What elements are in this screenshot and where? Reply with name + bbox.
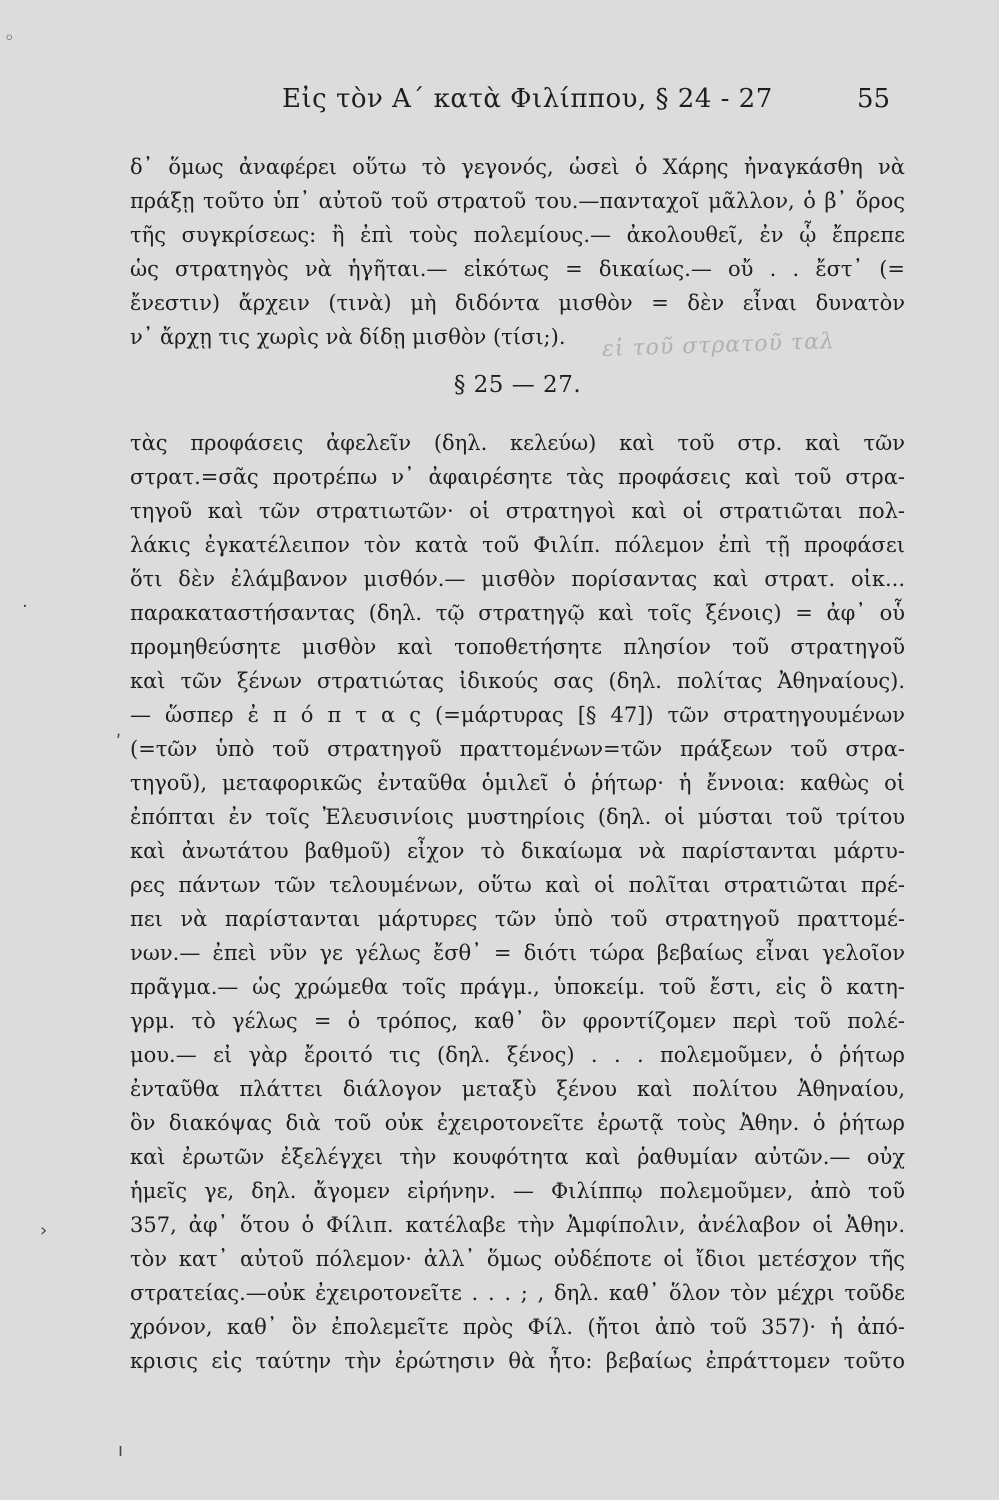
text-line: καὶ τῶν ξένων στρατιώτας ἰδικούς σας (δηλ. πολίτας Ἀθηναίους). (130, 669, 905, 693)
text-line: ὅτι δὲν ἐλάμβανον μισθόν.— μισθὸν πορίσαντας καὶ στρατ. οἰκ... (130, 567, 905, 591)
text-line: στρατ.=σᾶς προτρέπω ν᾽ ἀφαιρέσητε τὰς προφάσεις καὶ τοῦ στρα- (130, 465, 905, 489)
text-line: (=τῶν ὑπὸ τοῦ στρατηγοῦ πραττομένων=τῶν πράξεων τοῦ στρα- (130, 737, 905, 761)
text-line: καὶ ἀνωτάτου βαθμοῦ) εἶχον τὸ δικαίωμα νὰ παρίστανται μάρτυ- (130, 839, 905, 863)
text-line: προμηθεύσητε μισθὸν καὶ τοποθετήσητε πλησίον τοῦ στρατηγοῦ (130, 635, 905, 659)
page-number: 55 (857, 84, 891, 114)
text-line: ρες πάντων τῶν τελουμένων, οὕτω καὶ οἱ πολῖται στρατιῶται πρέ- (130, 873, 905, 897)
margin-speck: ı (118, 1440, 124, 1461)
text-line: γρμ. τὸ γέλως = ὁ τρόπος, καθ᾽ ὃν φροντίζομεν περὶ τοῦ πολέ- (130, 1009, 905, 1033)
margin-speck: · (22, 596, 28, 617)
text-line: τὸν κατ᾽ αὐτοῦ πόλεμον· ἀλλ᾽ ὅμως οὐδέποτε οἱ ἴδιοι μετέσχον τῆς (130, 1247, 905, 1271)
text-line: ὃν διακόψας διὰ τοῦ οὐκ ἐχειροτονεῖτε ἐρωτᾷ τοὺς Ἀθην. ὁ ῥήτωρ (130, 1111, 905, 1135)
text-line: παρακαταστήσαντας (δηλ. τῷ στρατηγῷ καὶ τοῖς ξένοις) = ἀφ᾽ οὗ (130, 601, 905, 625)
text-line: κρισις εἰς ταύτην τὴν ἐρώτησιν θὰ ἦτο: βεβαίως ἐπράττομεν τοῦτο (130, 1349, 905, 1373)
text-line: τηγοῦ), μεταφορικῶς ἐνταῦθα ὁμιλεῖ ὁ ῥήτωρ· ἡ ἔννοια: καθὼς οἱ (130, 771, 905, 795)
text-line: τηγοῦ καὶ τῶν στρατιωτῶν· οἱ στρατηγοὶ καὶ οἱ στρατιῶται πολ- (130, 499, 905, 523)
text-line: τῆς συγκρίσεως: ἢ ἐπὶ τοὺς πολεμίους.— ἀκολουθεῖ, ἐν ᾧ ἔπρεπε (130, 223, 905, 247)
text-line: μου.— εἰ γὰρ ἔροιτό τις (δηλ. ξένος) . . . πολεμοῦμεν, ὁ ῥήτωρ (130, 1043, 905, 1067)
text-line: ἔνεστιν) ἄρχειν (τινὰ) μὴ διδόντα μισθὸν = δὲν εἶναι δυνατὸν (130, 291, 905, 315)
text-line: πει νὰ παρίστανται μάρτυρες τῶν ὑπὸ τοῦ στρατηγοῦ πραττομέ- (130, 907, 905, 931)
text-line: ἡμεῖς γε, δηλ. ἄγομεν εἰρήνην. — Φιλίππῳ πολεμοῦμεν, ἀπὸ τοῦ (130, 1179, 905, 1203)
running-title: Εἰς τὸν Α΄ κατὰ Φιλίππου, § 24 - 27 (282, 84, 773, 114)
text-line: ν᾽ ἄρχῃ τις χωρὶς νὰ δίδῃ μισθὸν (τίσι;). (130, 325, 566, 349)
text-line: ἐνταῦθα πλάττει διάλογον μεταξὺ ξένου καὶ πολίτου Ἀθηναίου, (130, 1077, 905, 1101)
running-header (0, 84, 999, 120)
paragraph-2 (130, 426, 905, 1378)
text-line: λάκις ἐγκατέλειπον τὸν κατὰ τοῦ Φιλίπ. πόλεμον ἐπὶ τῇ προφάσει (130, 533, 905, 557)
text-line: τὰς προφάσεις ἀφελεῖν (δηλ. κελεύω) καὶ τοῦ στρ. καὶ τῶν (130, 431, 905, 455)
text-line: πράξῃ τοῦτο ὑπ᾽ αὐτοῦ τοῦ στρατοῦ του.—πανταχοῖ μᾶλλον, ὁ β᾽ ὅρος (130, 189, 905, 213)
text-line: καὶ ἐρωτῶν ἐξελέγχει τὴν κουφότητα καὶ ῥαθυμίαν αὐτῶν.— οὐχ (130, 1145, 905, 1169)
text-line: ὡς στρατηγὸς νὰ ἡγῆται.— εἰκότως = δικαίως.— οὔ . . ἔστ᾽ (= (130, 257, 905, 281)
text-line: ἐπόπται ἐν τοῖς Ἐλευσινίοις μυστηρίοις (δηλ. οἱ μύσται τοῦ τρίτου (130, 805, 905, 829)
margin-speck: ◦ (4, 28, 15, 49)
text-line: νων.— ἐπεὶ νῦν γε γέλως ἔσθ᾽ = διότι τώρα βεβαίως εἶναι γελοῖον (130, 941, 905, 965)
margin-speck: › (40, 1220, 48, 1241)
paragraph-1 (130, 150, 905, 354)
text-line: 357, ἀφ᾽ ὅτου ὁ Φίλιπ. κατέλαβε τὴν Ἀμφίπολιν, ἀνέλαβον οἱ Ἀθην. (130, 1213, 905, 1237)
handwritten-annotation: εἰ τοῦ στρατοῦ ταλ (601, 328, 836, 363)
text-line: δ᾽ ὅμως ἀναφέρει οὕτω τὸ γεγονός, ὡσεὶ ὁ Χάρης ἠναγκάσθη νὰ (130, 155, 905, 179)
text-line: στρατείας.—οὐκ ἐχειροτονεῖτε . . . ; , δηλ. καθ᾽ ὅλον τὸν μέχρι τοῦδε (130, 1281, 905, 1305)
text-line: χρόνον, καθ᾽ ὃν ἐπολεμεῖτε πρὸς Φίλ. (ἤτοι ἀπὸ τοῦ 357)· ἡ ἀπό- (130, 1315, 905, 1339)
text-line: — ὥσπερ ἐ π ό π τ α ς (=μάρτυρας [§ 47]) τῶν στρατηγουμένων (130, 703, 905, 727)
section-heading: § 25 — 27. (453, 372, 582, 398)
margin-speck: ʹ (116, 732, 122, 753)
text-line: πρᾶγμα.— ὡς χρώμεθα τοῖς πράγμ., ὑποκείμ. τοῦ ἔστι, εἰς ὃ κατη- (130, 975, 905, 999)
